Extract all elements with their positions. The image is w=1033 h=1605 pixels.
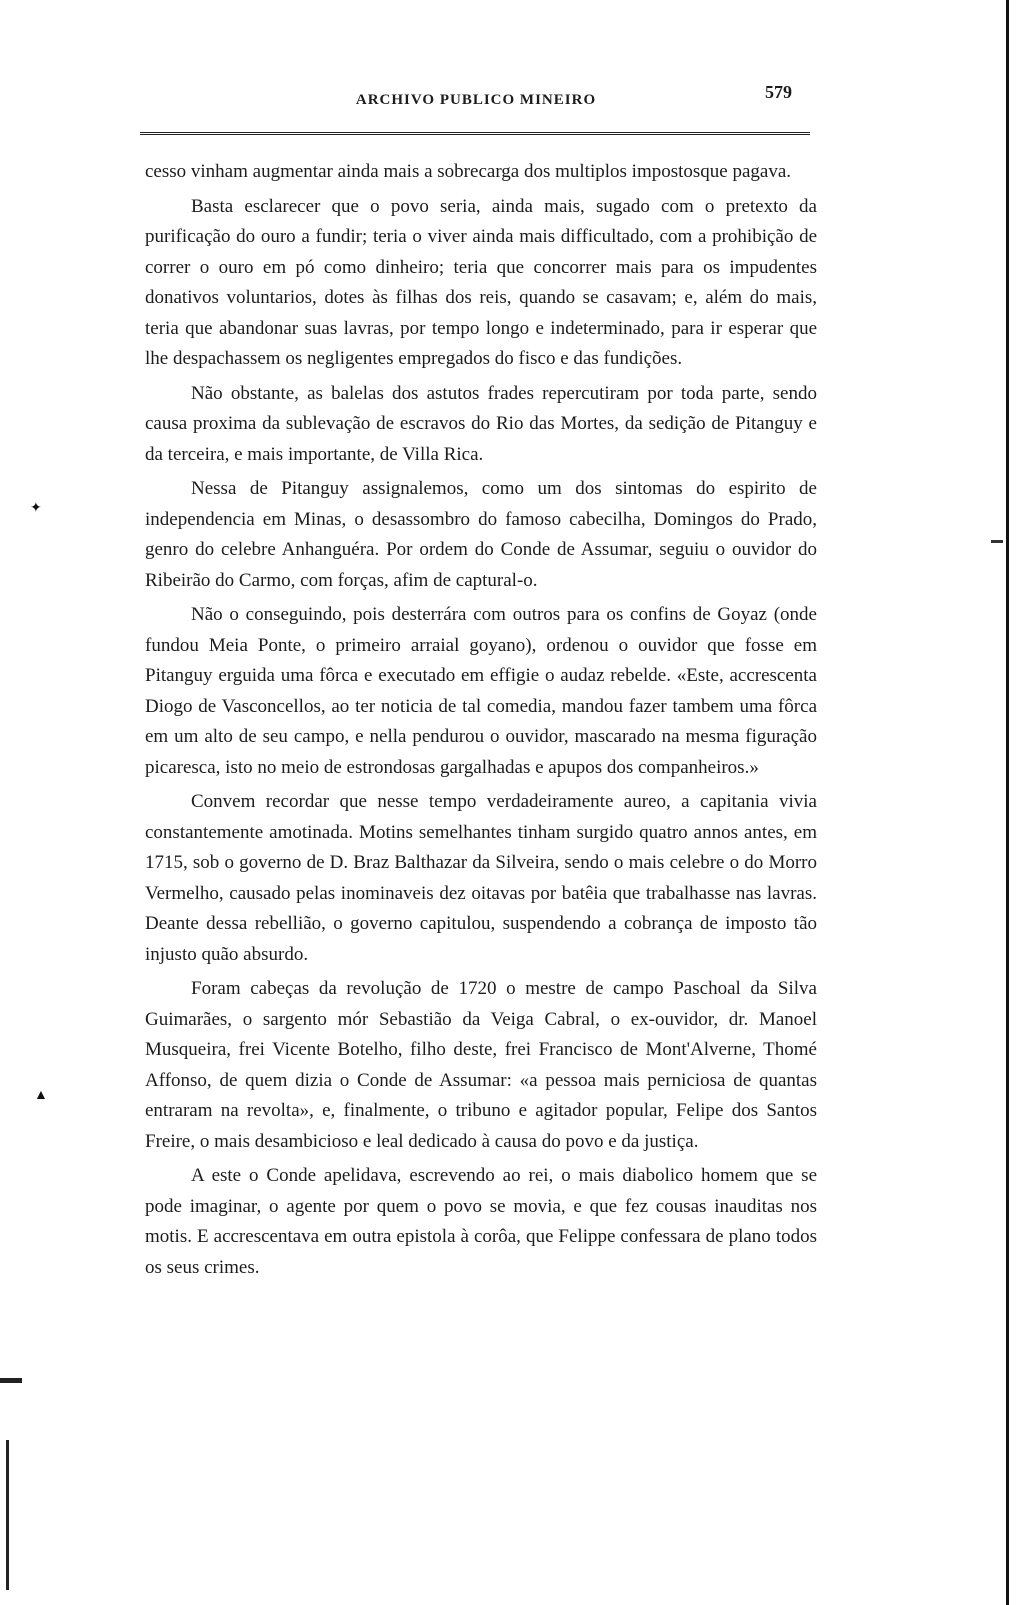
paragraph: Foram cabeças da revolução de 1720 o mestre de campo Paschoal da Silva Guimarães, o sargento mór Sebastião da Veiga Cabral, o ex-ouvidor, dr. Manoel Musqueira, frei Vicente Botelho, filho deste, frei Francisco de Mont'Alverne, Thomé Affonso, de quem dizia o Conde de Assumar: «a pessoa mais perniciosa de quantas entraram na revolta», e, finalmente, o tribuno e agitador popular, Felipe dos Santos Freire, o mais desambicioso e leal dedicado à causa do povo e da justiça.	[145, 978, 817, 1152]
page-number: 579	[765, 82, 792, 102]
paragraph: Nessa de Pitanguy assignalemos, como um dos sintomas do espirito de independencia em Minas, o desassombro do famoso cabecilha, Domingos do Prado, genro do celebre Anhanguéra. Por ordem do Conde de Assumar, seguiu o ouvidor do Ribeirão do Carmo, com forças, afim de captural-o.	[145, 478, 817, 591]
running-head: ARCHIVO PUBLICO MINEIRO	[355, 92, 597, 108]
paragraph: Convem recordar que nesse tempo verdadeiramente aureo, a capitania vivia constantemente amotinada. Motins semelhantes tinham surgido quatro annos antes, em 1715, sob o governo de D. Braz Balthazar da Silveira, sendo o mais celebre o do Morro Vermelho, causado pelas inominaveis dez oitavas por batêia que trabalhasse nas lavras. Deante dessa rebellião, o governo capitulou, suspendendo a cobrança de imposto tão injusto quão absurdo.	[145, 791, 817, 965]
scan-tick-right	[991, 540, 1003, 543]
paragraph: A este o Conde apelidava, escrevendo ao rei, o mais diabolico homem que se pode imaginar, o agente por quem o povo se movia, e que fez cousas inauditas nos motis. E accrescentava em outra epistola à corôa, que Felippe confessara de plano todos os seus crimes.	[145, 1165, 817, 1278]
header-rule	[140, 132, 810, 135]
margin-mark-bottom: ▲	[34, 1088, 48, 1103]
scan-tick-left	[0, 1378, 22, 1383]
scan-edge-right	[1006, 0, 1009, 1605]
margin-mark-top: ✦	[30, 501, 42, 516]
paragraph: Não obstante, as balelas dos astutos frades repercutiram por toda parte, sendo causa proxima da sublevação de escravos do Rio das Mortes, da sedição de Pitanguy e da terceira, e mais importante, de Villa Rica.	[145, 382, 817, 465]
page-header	[140, 78, 812, 118]
paragraph: cesso vinham augmentar ainda mais a sobrecarga dos multiplos impostosque pagava.	[145, 161, 792, 182]
page-body	[145, 157, 817, 1283]
paragraph: Basta esclarecer que o povo seria, ainda mais, sugado com o pretexto da purificação do ouro a fundir; teria o viver ainda mais difficultado, com a prohibição de correr o ouro em pó como dinheiro; teria que concorrer mais para os impudentes donativos voluntarios, dotes às filhas dos reis, quando se casavam; e, além do mais, teria que abandonar suas lavras, por tempo longo e indeterminado, para ir esperar que lhe despachassem os negligentes empregados do fisco e das fundições.	[145, 195, 817, 369]
scan-edge-left	[6, 1440, 9, 1590]
paragraph: Não o conseguindo, pois desterrára com outros para os confins de Goyaz (onde fundou Meia Ponte, o primeiro arraial goyano), ordenou o ouvidor que fosse em Pitanguy erguida uma fôrca e executado em effigie o audaz rebelde. «Este, accrescenta Diogo de Vasconcellos, ao ter noticia de tal comedia, mandou fazer tambem uma fôrca em um alto de seu campo, e nella pendurou o ouvidor, mascarado na mesma figuração picaresca, isto no meio de estrondosas gargalhadas e apupos dos companheiros.»	[145, 604, 817, 778]
